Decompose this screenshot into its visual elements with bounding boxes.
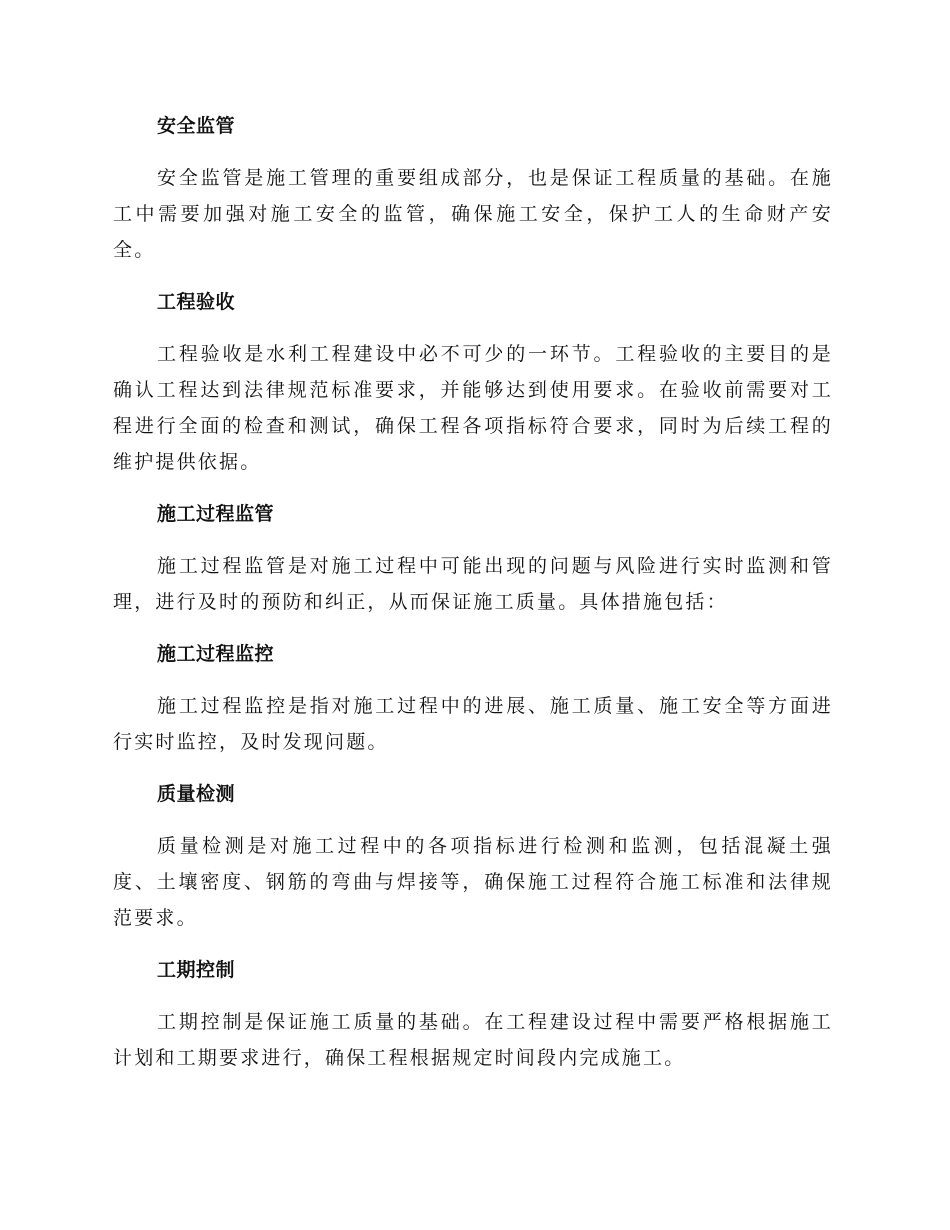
section-process-supervision: [113, 496, 833, 620]
section-heading: 工程验收: [157, 291, 236, 313]
section-project-acceptance: [113, 284, 833, 480]
section-schedule-control: [113, 952, 833, 1076]
section-safety-supervision: [113, 108, 833, 268]
section-paragraph: 施工过程监控是指对施工过程中的进展、施工质量、施工安全等方面进行实时监控，及时发现问题。: [113, 695, 833, 753]
section-paragraph: 工期控制是保证施工质量的基础。在工程建设过程中需要严格根据施工计划和工期要求进行，确保工程根据规定时间段内完成施工。: [113, 1011, 833, 1069]
section-heading: 施工过程监管: [157, 503, 275, 525]
document-content: [113, 108, 833, 1092]
section-paragraph: 质量检测是对施工过程中的各项指标进行检测和监测，包括混凝土强度、土壤密度、钢筋的弯曲与焊接等，确保施工过程符合施工标准和法律规范要求。: [113, 835, 833, 929]
section-process-monitoring: [113, 636, 833, 760]
section-heading: 施工过程监控: [157, 643, 275, 665]
section-paragraph: 施工过程监管是对施工过程中可能出现的问题与风险进行实时监测和管理，进行及时的预防和纠正，从而保证施工质量。具体措施包括：: [113, 555, 833, 613]
section-paragraph: 工程验收是水利工程建设中必不可少的一环节。工程验收的主要目的是确认工程达到法律规范标准要求，并能够达到使用要求。在验收前需要对工程进行全面的检查和测试，确保工程各项指标符合要求，同时为后续工程的维护提供依据。: [113, 343, 833, 473]
section-heading: 安全监管: [157, 115, 236, 137]
section-quality-testing: [113, 776, 833, 936]
section-paragraph: 安全监管是施工管理的重要组成部分，也是保证工程质量的基础。在施工中需要加强对施工安全的监管，确保施工安全，保护工人的生命财产安全。: [113, 167, 833, 261]
section-heading: 工期控制: [157, 959, 236, 981]
section-heading: 质量检测: [157, 783, 236, 805]
